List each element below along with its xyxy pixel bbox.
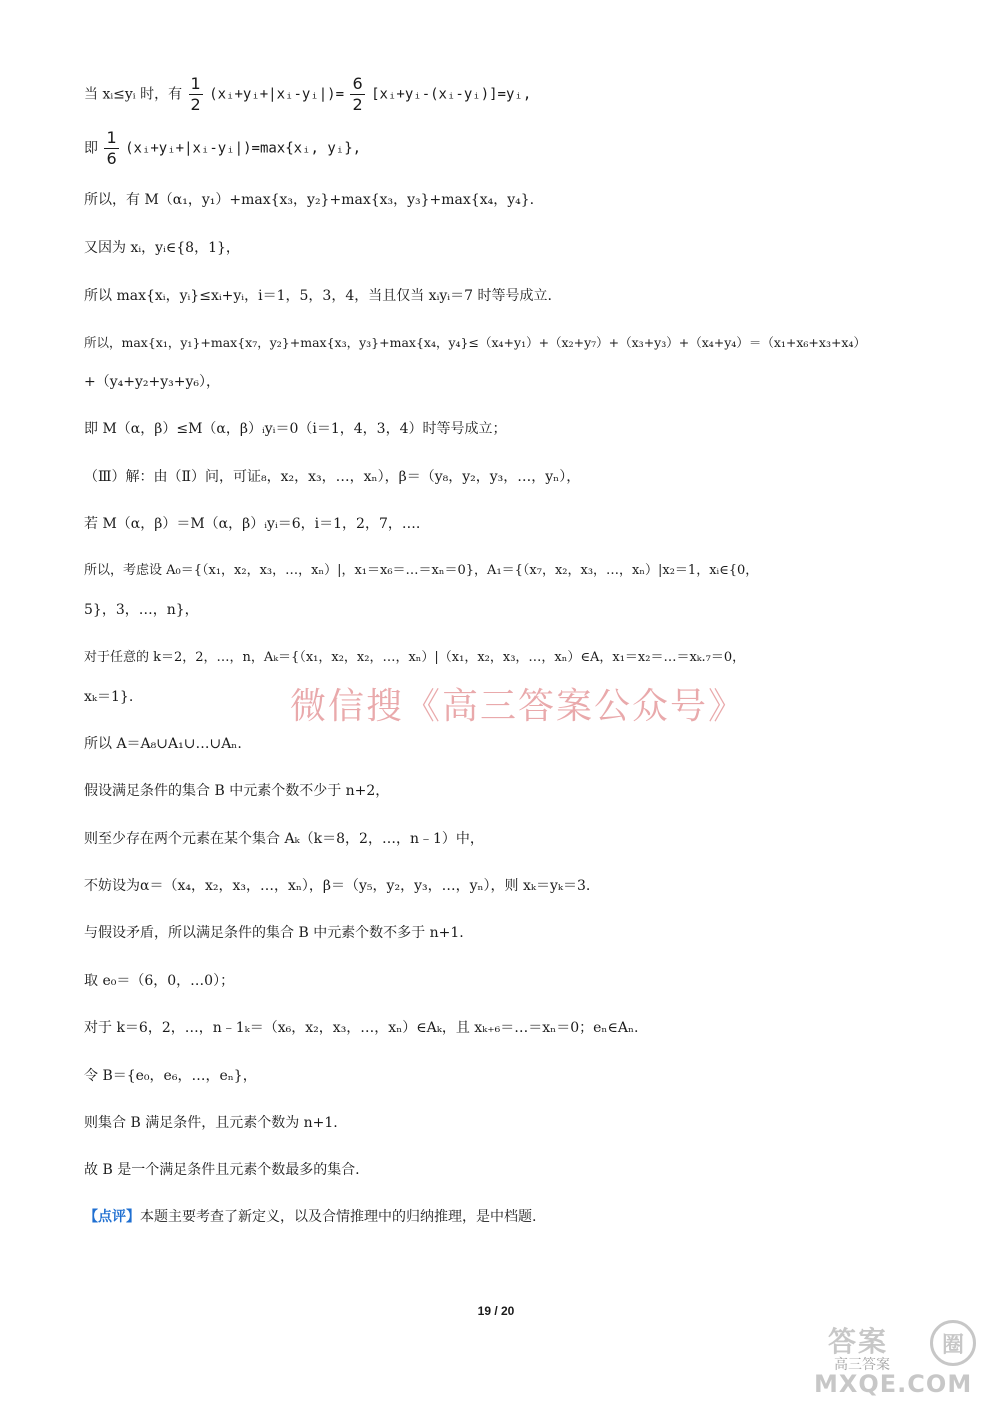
fraction-numerator: 6 bbox=[352, 74, 363, 93]
text-line-11: 所以，考虑设 A₀＝{（x₁，x₂，x₃，…，xₙ）|，x₁＝x₆＝…＝xₙ＝0}，A₁＝{（x₇，x₂，x₃，…，xₙ）|x₂＝1，xᵢ∈{0， bbox=[84, 563, 759, 578]
text-line-8: 即 M（α，β）≤M（α，β）ᵢyᵢ＝0（i＝1，4，3，4）时等号成立； bbox=[84, 421, 507, 437]
text-line-16: 假设满足条件的集合 B 中元素个数不少于 n+2， bbox=[84, 783, 390, 799]
text-line-21: 对于 k＝6，2，…，n﹣1ₖ＝（x₆，x₂，x₃，…，xₙ）∈Aₖ，且 xₖ₊₆＝…＝xₙ＝0；eₙ∈Aₙ. bbox=[84, 1020, 639, 1036]
stamp-subtitle: 高三答案 bbox=[834, 1357, 890, 1373]
text-line-12: 5}，3，…，n}， bbox=[84, 602, 199, 618]
stamp-badge-icon: 圈 bbox=[930, 1320, 976, 1366]
fraction-denominator: 2 bbox=[352, 95, 363, 114]
text-line-18: 不妨设为α＝（x₄，x₂，x₃，…，xₙ），β＝（y₅，y₂，y₃，…，yₙ），则 xₖ＝yₖ＝3. bbox=[84, 878, 591, 894]
page-number: 19 / 20 bbox=[477, 1304, 515, 1318]
text-line-15: 所以 A＝A₈∪A₁∪…∪Aₙ. bbox=[84, 736, 242, 752]
site-logo-stamp bbox=[812, 1316, 982, 1400]
formula-segment: [xᵢ+yᵢ-(xᵢ-yᵢ)]=yᵢ, bbox=[371, 86, 532, 103]
text-line-7: +（y₄+y₂+y₃+y₆）， bbox=[84, 374, 221, 390]
comment-text: 本题主要考查了新定义，以及合情推理中的归纳推理，是中档题. bbox=[140, 1209, 537, 1225]
formula-line-2 bbox=[84, 128, 361, 169]
text-line-17: 则至少存在两个元素在某个集合 Aₖ（k＝8，2，…，n﹣1）中， bbox=[84, 831, 484, 847]
text-line-6: 所以，max{x₁，y₁}+max{x₇，y₂}+max{x₃，y₃}+max{x₄，y₄}≤（x₄+y₁）+（x₂+y₇）+（x₃+y₃）+（x₄+y₄）＝（x₁+x₆+x₃+x₄） bbox=[84, 335, 866, 350]
comment-line bbox=[84, 1207, 536, 1227]
text-line-23: 则集合 B 满足条件，且元素个数为 n+1. bbox=[84, 1115, 338, 1131]
text-line-14: xₖ＝1}. bbox=[84, 689, 134, 705]
text-segment: 当 xᵢ≤yᵢ 时，有 bbox=[84, 86, 183, 103]
text-line-3: 所以，有 M（α₁，y₁）+max{x₃，y₂}+max{x₃，y₃}+max{x₄，y₄}. bbox=[84, 192, 535, 208]
fraction bbox=[350, 74, 364, 115]
text-segment: 即 bbox=[84, 140, 98, 157]
formula-segment: (xᵢ+yᵢ+|xᵢ-yᵢ|)= bbox=[209, 86, 345, 103]
watermark-text: 微信搜《高三答案公众号》 bbox=[290, 686, 747, 727]
fraction bbox=[104, 128, 118, 169]
text-line-4: 又因为 xᵢ，yᵢ∈{8，1}， bbox=[84, 240, 240, 256]
text-line-22: 令 B＝{e₀，e₆，…，eₙ}， bbox=[84, 1068, 257, 1084]
formula-segment: (xᵢ+yᵢ+|xᵢ-yᵢ|)=max{xᵢ, yᵢ}, bbox=[125, 140, 362, 157]
fraction-numerator: 1 bbox=[190, 74, 201, 93]
text-line-20: 取 e₀＝（6，0，…0）； bbox=[84, 973, 235, 989]
text-line-13: 对于任意的 k＝2，2，…，n，Aₖ＝{（x₁，x₂，x₂，…，xₙ）|（x₁，x₂，x₃，…，xₙ）∈A，x₁＝x₂＝…＝xₖ.₇＝0， bbox=[84, 650, 746, 665]
formula-line-1 bbox=[84, 74, 531, 115]
text-line-24: 故 B 是一个满足条件且元素个数最多的集合. bbox=[84, 1162, 360, 1178]
text-line-5: 所以 max{xᵢ，yᵢ}≤xᵢ+yᵢ，i＝1，5，3，4，当且仅当 xᵢyᵢ＝7 时等号成立. bbox=[84, 288, 552, 304]
stamp-title: 答案 bbox=[828, 1325, 889, 1358]
text-line-9: （Ⅲ）解：由（Ⅱ）问，可证₈，x₂，x₃，…，xₙ），β＝（y₈，y₂，y₃，…，yₙ）， bbox=[84, 469, 581, 485]
fraction-denominator: 6 bbox=[106, 149, 117, 168]
text-line-19: 与假设矛盾，所以满足条件的集合 B 中元素个数不多于 n+1. bbox=[84, 925, 464, 941]
fraction bbox=[189, 74, 203, 115]
fraction-denominator: 2 bbox=[190, 95, 201, 114]
stamp-site: MXQE.COM bbox=[814, 1370, 973, 1398]
comment-tag: 【点评】 bbox=[84, 1209, 140, 1225]
text-line-10: 若 M（α，β）＝M（α，β）ᵢyᵢ＝6，i＝1，2，7，…. bbox=[84, 516, 421, 532]
fraction-numerator: 1 bbox=[106, 128, 117, 147]
